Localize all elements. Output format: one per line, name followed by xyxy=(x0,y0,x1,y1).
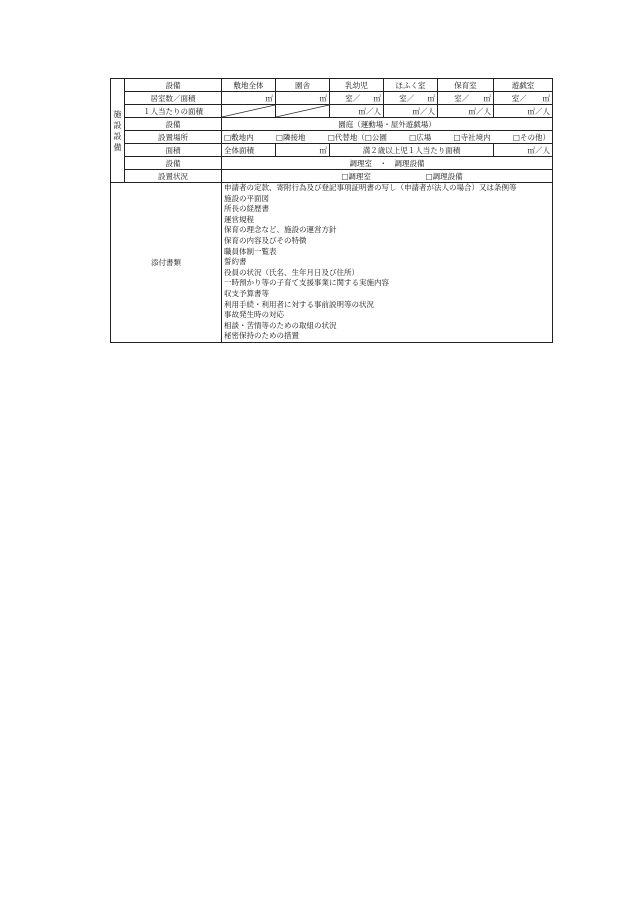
attachment-item: 役員の状況（氏名、生年月日及び住所） xyxy=(224,267,359,277)
location-site-checkbox[interactable]: □敷地内 xyxy=(224,132,254,142)
building-per-person-diagonal xyxy=(276,105,330,118)
location-alternative-checkbox[interactable]: □代替地（□公園 xyxy=(327,132,387,142)
area-row-label: 居室数／面積 xyxy=(125,92,222,105)
kitchen-status-row xyxy=(111,170,553,183)
location-adjacent-checkbox[interactable]: □隣接地 xyxy=(275,132,306,142)
header-site: 敷地全体 xyxy=(222,79,276,92)
total-area-value[interactable]: ㎡ xyxy=(276,144,330,157)
infant-per-person-cell[interactable]: ㎡／人 xyxy=(330,105,384,118)
attachment-item: 利用手続・利用者に対する事前説明等の状況 xyxy=(224,299,374,309)
attachment-item: 職員体制一覧表 xyxy=(224,246,277,256)
per-person-label: １人当たりの面積 xyxy=(125,105,222,118)
location-shrine-checkbox[interactable]: □寺社境内 xyxy=(453,132,491,142)
attachment-item: 運営規程 xyxy=(224,214,254,224)
diagonal-line xyxy=(222,105,275,117)
kitchen-row xyxy=(111,157,553,170)
diagonal-line xyxy=(276,105,329,117)
section-label: 施 設 設 備 xyxy=(111,79,125,183)
kitchen-status-label: 設置状況 xyxy=(125,170,222,183)
kitchen-label: 設備 xyxy=(125,157,222,170)
play-per-person-cell[interactable]: ㎡／人 xyxy=(494,105,553,118)
infant-area-cell[interactable]: 室／ ㎡ xyxy=(330,92,384,105)
garden-location-row xyxy=(111,131,553,144)
per-child-area-value[interactable]: ㎡／人 xyxy=(494,144,553,157)
attachment-item: 相談・苦情等のための取組の状況 xyxy=(224,320,337,330)
garden-value: 園庭（運動場・屋外遊戯場） xyxy=(222,118,553,131)
site-per-person-diagonal xyxy=(222,105,276,118)
attachments-row xyxy=(111,183,553,343)
nursery-per-person-cell[interactable]: ㎡／人 xyxy=(438,105,494,118)
attachment-item: 一時預かり等の子育て支援事業に関する実施内容 xyxy=(224,278,389,288)
attachment-item: 秘密保持のための措置 xyxy=(224,331,299,341)
header-crawl-room: ほふく室 xyxy=(384,79,438,92)
garden-location-options xyxy=(222,131,553,144)
header-equipment: 設備 xyxy=(125,79,222,92)
crawl-area-cell[interactable]: 室／ ㎡ xyxy=(384,92,438,105)
header-play-room: 遊戯室 xyxy=(494,79,553,92)
nursery-area-cell[interactable]: 室／ ㎡ xyxy=(438,92,494,105)
attachment-item: 申請者の定款、寄附行為及び登記事項証明書の写し（申請者が法人の場合）又は条例等 xyxy=(224,183,517,192)
area-row xyxy=(111,92,553,105)
attachment-item: 所長の経歴書 xyxy=(224,204,269,214)
attachment-item: 誓約書 xyxy=(224,257,247,267)
header-nursery-room: 保育室 xyxy=(438,79,494,92)
facility-table xyxy=(110,78,553,343)
building-area-cell[interactable]: ㎡ xyxy=(276,92,330,105)
garden-area-row xyxy=(111,144,553,157)
kitchen-value: 調理室 ・ 調理設備 xyxy=(222,157,553,170)
attachments-list xyxy=(222,183,553,343)
location-square-checkbox[interactable]: □広場 xyxy=(409,132,432,142)
site-area-cell[interactable]: ㎡ xyxy=(222,92,276,105)
garden-area-label: 面積 xyxy=(125,144,222,157)
attachment-item: 保育の内容及びその特徴 xyxy=(224,235,307,245)
header-infant: 乳幼児 xyxy=(330,79,384,92)
play-area-cell[interactable]: 室／ ㎡ xyxy=(494,92,553,105)
location-other-checkbox[interactable]: □その他） xyxy=(512,132,550,142)
garden-row xyxy=(111,118,553,131)
kitchen-status-options xyxy=(222,170,553,183)
attachment-item: 事故発生時の対応 xyxy=(224,310,284,320)
attachment-item: 保育の理念など、施設の運営方針 xyxy=(224,225,337,235)
per-person-row xyxy=(111,105,553,118)
attachment-item: 施設の平面図 xyxy=(224,193,269,203)
header-row xyxy=(111,79,553,92)
kitchen-equipment-checkbox[interactable]: □調理設備 xyxy=(425,171,463,181)
crawl-per-person-cell[interactable]: ㎡／人 xyxy=(384,105,438,118)
attachments-label: 添付書類 xyxy=(111,183,222,343)
garden-location-label: 設置場所 xyxy=(125,131,222,144)
header-building: 園舎 xyxy=(276,79,330,92)
garden-label: 設備 xyxy=(125,118,222,131)
kitchen-room-checkbox[interactable]: □調理室 xyxy=(341,171,371,181)
total-area-label: 全体面積 xyxy=(222,144,276,157)
per-child-area-label: 満２歳以上児１人当たり面積 xyxy=(330,144,494,157)
attachment-item: 収支予算書等 xyxy=(224,288,269,298)
